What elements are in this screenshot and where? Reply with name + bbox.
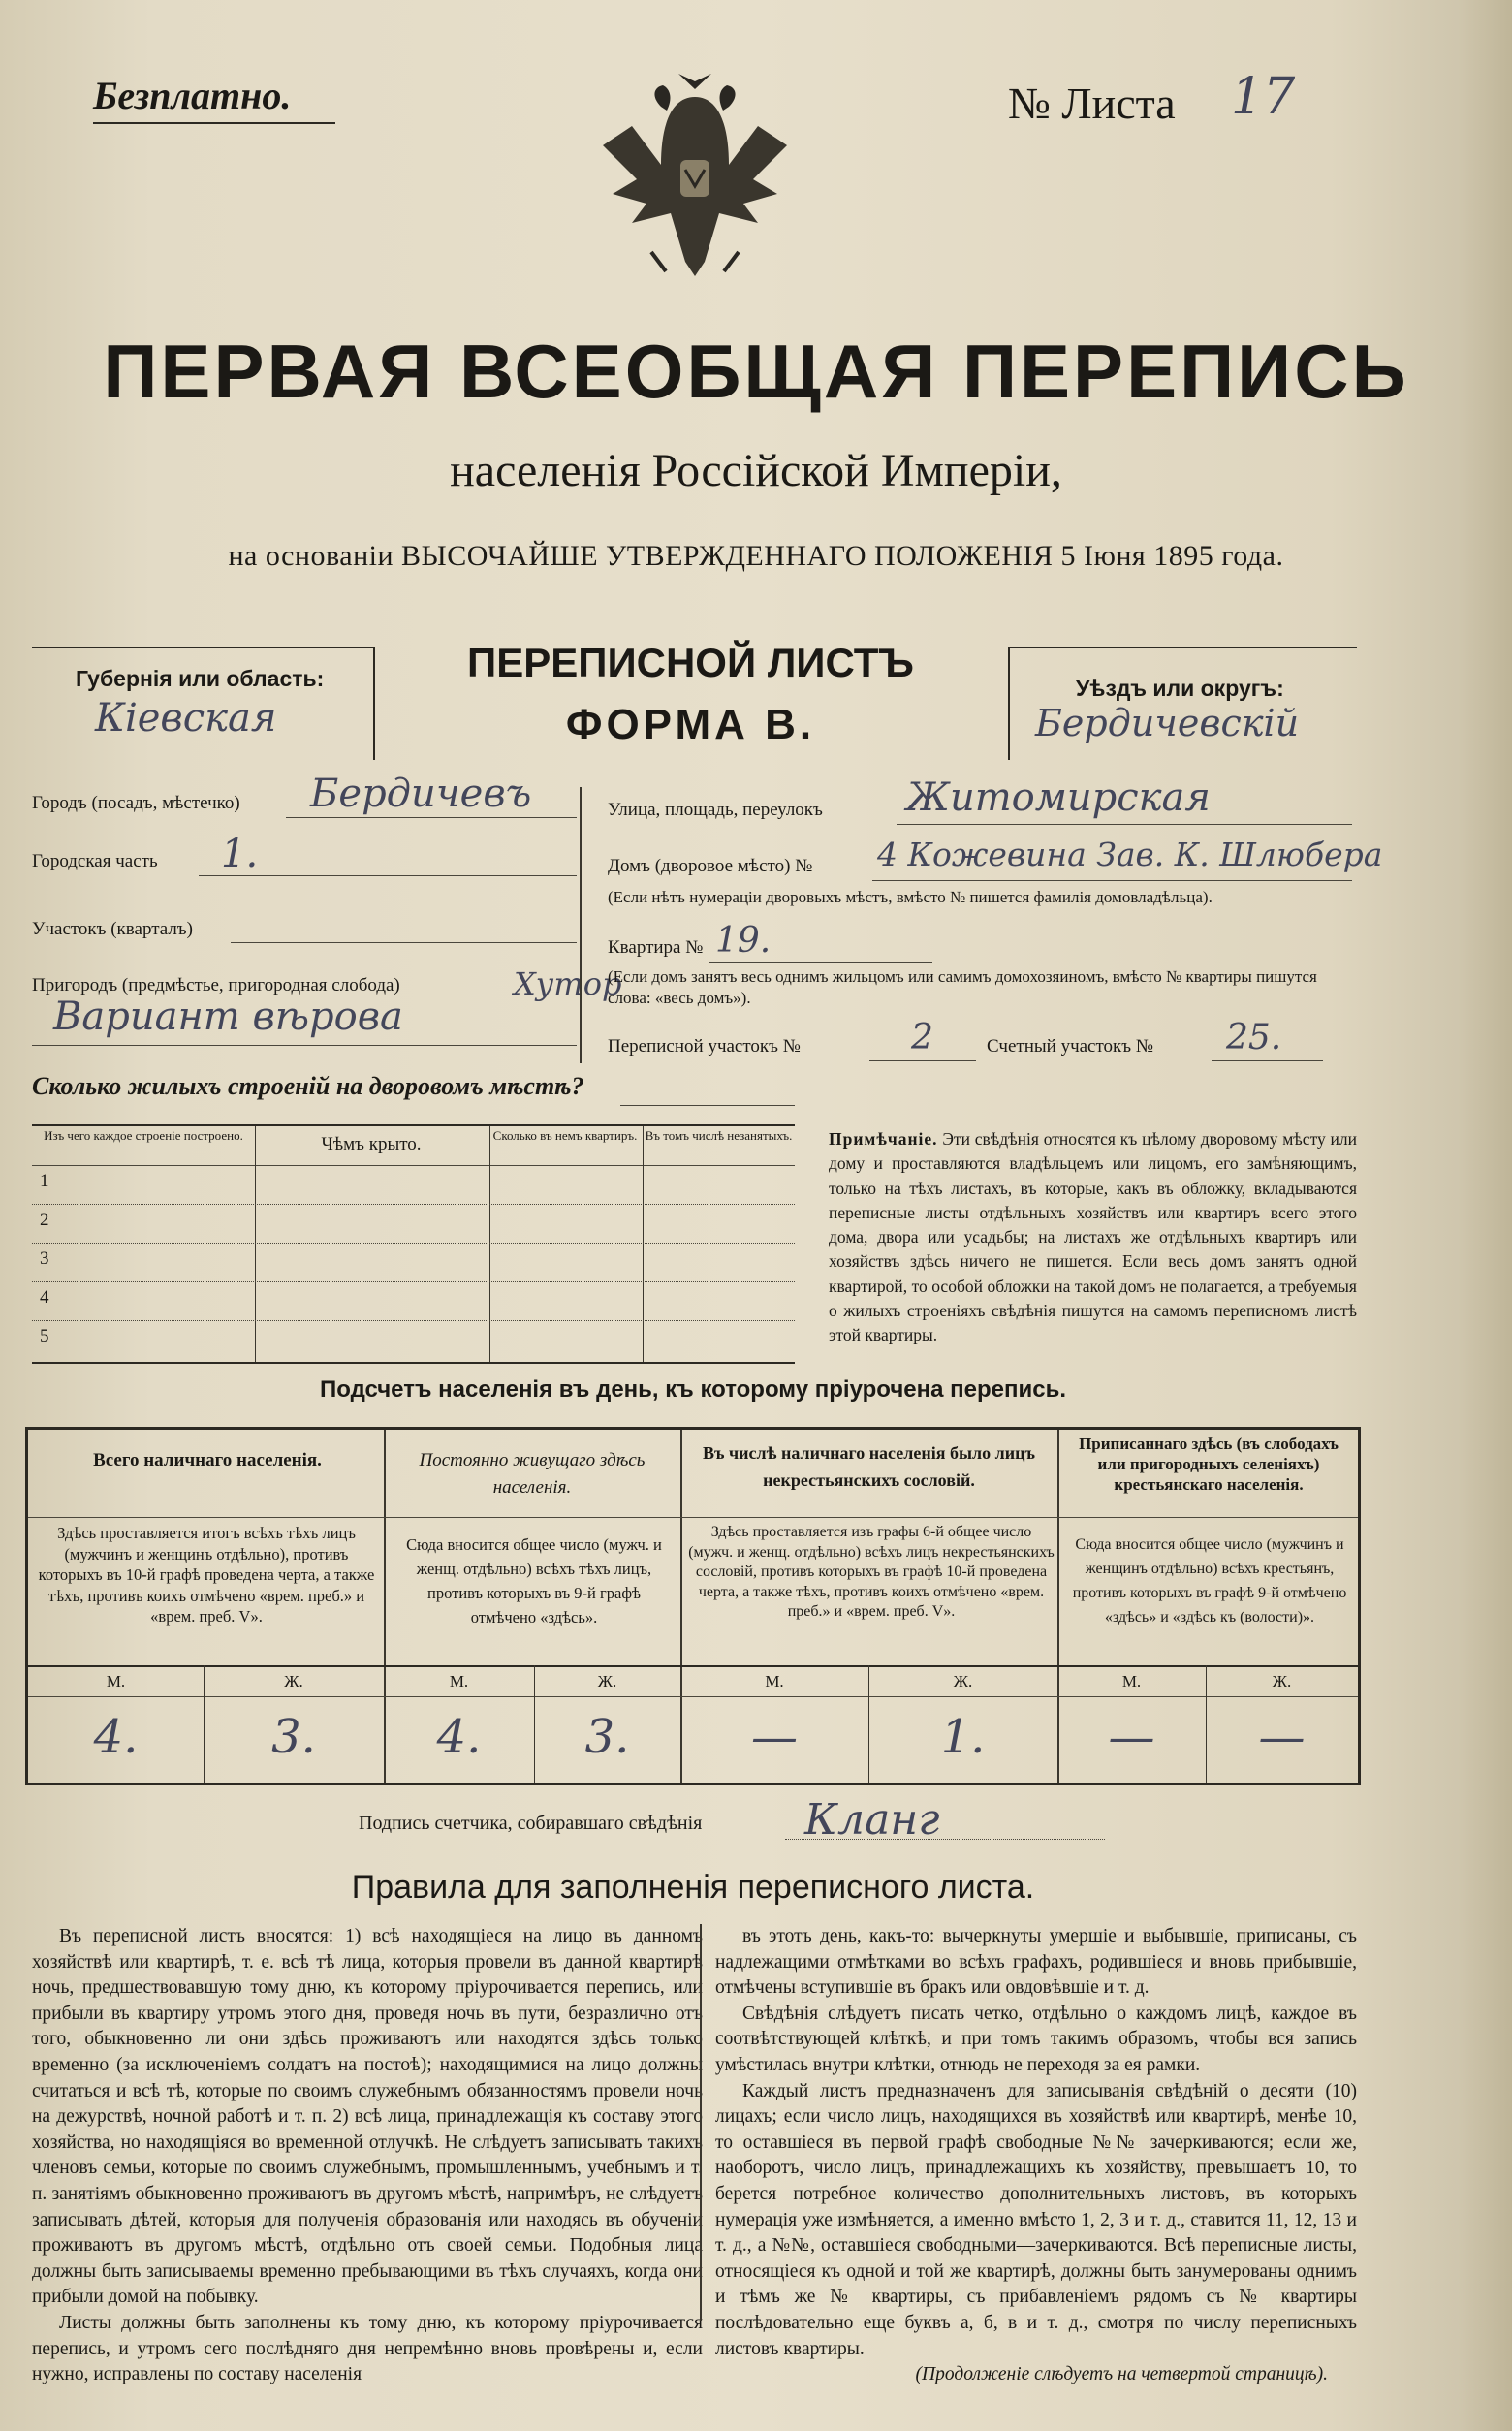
perepisnoy-label: Переписной участокъ №	[608, 1036, 801, 1057]
rules-left-p1: Въ переписной листъ вносятся: 1) всѣ находящіеся на лицо въ данномъ хозяйствѣ или квартирѣ, т. е. всѣ тѣ лица, которыя провели въ данной квартирѣ ночь, предшествовавшую тому дню, къ которому пріурочивается перепись, или прибыли въ квартиру утромъ этого дня, проведя ночь въ пути, безразлично отъ того, обыкновенно ли они здѣсь проживаютъ или находятся здѣсь только временно (за исключеніемъ солдатъ на постоѣ); находящимися на лицо должны считаться и всѣ тѣ, которые по своимъ служебнымъ обязанностямъ провели ночь на дежурствѣ, ночной работѣ и т. п. 2) всѣ лица, принадлежащія къ составу этого хозяйства, но находящіяся во временной отлучкѣ. Не слѣдуетъ записывать такихъ членовъ семьи, которые по своимъ служебнымъ, промышленнымъ, учебнымъ и т. п. занятіямъ обыкновенно проживаютъ въ другомъ мѣстѣ, напримѣръ, не слѣдуетъ записывать дѣтей, которыя для полученія образованія или находясь въ обученіи проживаютъ въ другомъ мѣстѣ, отдѣльно отъ своей семьи. Подобныя лица должны быть записываемы временно пребывающими въ тѣхъ случаяхъ, когда они прибыли домой на побывку.	[32, 1926, 703, 2308]
count-desc-peasant: Сюда вносится общее число (мужчинъ и женщинъ отдѣльно) всѣхъ крестьянъ, противъ которыхъ въ графѣ 9-й отмѣчено «здѣсь» и «здѣсь къ (волости)».	[1072, 1536, 1347, 1626]
uchastok-line	[231, 942, 577, 943]
count-title: Подсчетъ населенія въ день, къ которому пріурочена перепись.	[320, 1376, 1066, 1403]
free-underline	[93, 122, 335, 124]
chast-value: 1.	[221, 832, 259, 876]
buildings-answer-line	[620, 1105, 795, 1106]
signature-value: Кланг	[804, 1795, 940, 1845]
count-m-label-2: М.	[449, 1672, 469, 1690]
count-head-permanent: Постоянно живущаго здѣсь населенія.	[419, 1450, 646, 1498]
fields-divider	[580, 787, 582, 1063]
buildings-row-1: 1	[40, 1171, 49, 1191]
count-m-label-4: М.	[1121, 1672, 1142, 1690]
count-f-value-1: 3.	[271, 1710, 316, 1764]
sheet-number-value: 17	[1231, 68, 1296, 126]
buildings-col-vacant: Въ томъ числѣ незанятыхъ.	[645, 1128, 793, 1143]
imperial-eagle-emblem	[593, 68, 797, 291]
gubernia-label: Губернія или область:	[76, 666, 325, 691]
buildings-row-3: 3	[40, 1248, 49, 1269]
count-m-value-3: —	[751, 1710, 798, 1764]
rules-right-p1: въ этотъ день, какъ-то: вычеркнуты умершіе и выбывшіе, приписаны, съ надлежащими отмѣтками во всѣхъ графахъ, родившіеся и вновь прибывшіе, отмѣчены вступившіе въ бракъ или овдовѣвшіе и т. д.	[715, 1926, 1357, 1999]
rules-left-p2: Листы должны быть заполнены къ тому дню, къ которому пріурочивается перепись, и утромъ сего послѣдняго дня непремѣнно вновь провѣрены и, если нужно, исправлены по составу населенія	[32, 2312, 703, 2385]
count-head-total: Всего наличнаго населенія.	[93, 1450, 322, 1470]
uchastok-label: Участокъ (кварталъ)	[32, 919, 193, 939]
count-f-value-4: —	[1258, 1710, 1306, 1764]
count-f-label-3: Ж.	[953, 1672, 973, 1690]
count-head-nonpeasant: Въ числѣ наличнаго населенія было лицъ некрестьянскихъ сословій.	[703, 1443, 1035, 1490]
ulitsa-label: Улица, площадь, переулокъ	[608, 800, 823, 820]
count-m-value-4: —	[1108, 1710, 1155, 1764]
ulitsa-value: Житомирская	[906, 775, 1211, 820]
schetny-line	[1212, 1060, 1323, 1061]
rules-continue: (Продолженіе слѣдуетъ на четвертой страницѣ).	[915, 2364, 1328, 2385]
gorod-value: Бердичевъ	[310, 772, 532, 816]
count-desc-permanent: Сюда вносится общее число (мужч. и женщ. отдѣльно) всѣхъ тѣхъ лицъ, противъ которыхъ въ 9-й графѣ отмѣчено «здѣсь».	[406, 1535, 662, 1626]
census-basis: на основаніи ВЫСОЧАЙШЕ УТВЕРЖДЕННАГО ПОЛОЖЕНІЯ 5 Іюня 1895 года.	[228, 540, 1284, 572]
dom-line	[872, 880, 1352, 881]
kvartira-line	[709, 962, 932, 963]
free-label: Безплатно.	[93, 74, 292, 117]
rules-right-p2: Свѣдѣнія слѣдуетъ писать четко, отдѣльно о каждомъ лицѣ, каждое въ соотвѣтствующей клѣткѣ, и при томъ такимъ образомъ, чтобы вся запись умѣстилась внутри клѣтки, отнюдь не переходя за ея рамки.	[715, 2003, 1357, 2075]
buildings-col-roof: Чѣмъ крыто.	[321, 1134, 422, 1154]
uezd-value: Бердичевскій	[1035, 702, 1300, 744]
count-m-value-2: 4.	[436, 1710, 482, 1764]
dom-value: 4 Кожевина Зав. К. Шлюбера	[877, 836, 1383, 873]
perepisnoy-value: 2	[911, 1018, 933, 1058]
buildings-note-title: Примѣчаніе.	[829, 1129, 938, 1149]
buildings-col-material: Изъ чего каждое строеніе построено.	[44, 1128, 243, 1143]
count-f-label-4: Ж.	[1272, 1672, 1292, 1690]
count-f-value-2: 3.	[584, 1710, 630, 1764]
uezd-label: Уѣздъ или округъ:	[1076, 676, 1284, 701]
rules-left-column	[32, 1924, 703, 2388]
buildings-row-2: 2	[40, 1210, 49, 1230]
count-f-label-2: Ж.	[597, 1672, 617, 1690]
kvartira-label: Квартира №	[608, 937, 704, 958]
gorod-label: Городъ (посадъ, мѣстечко)	[32, 793, 240, 813]
count-m-label-1: М.	[106, 1672, 126, 1690]
ulitsa-line	[897, 824, 1352, 825]
buildings-row-4: 4	[40, 1287, 49, 1308]
schetny-label: Счетный участокъ №	[987, 1036, 1153, 1057]
buildings-table	[32, 1124, 795, 1364]
gubernia-value: Кіевская	[95, 696, 277, 741]
count-m-value-1: 4.	[93, 1710, 139, 1764]
census-title: ПЕРВАЯ ВСЕОБЩАЯ ПЕРЕПИСЬ	[103, 329, 1409, 414]
dom-note: (Если нѣтъ нумераціи дворовыхъ мѣстъ, вмѣсто № пишется фамилія домовладѣльца).	[608, 888, 1213, 906]
rules-right-p3: Каждый листъ предназначенъ для записыванія свѣдѣній о десяти (10) лицахъ; если число лицъ, находящихся въ хозяйствѣ или квартирѣ, менѣе 10, то оставшіеся въ первой графѣ свободные №№ зачеркиваются; если же, наоборотъ, число лицъ, принадлежащихъ къ хозяйству, превышаетъ 10, то берется потребное количество дополнительныхъ листовъ, въ которыхъ нумерація уже измѣняется, а именно вмѣсто 1, 2, 3 и т. д., ставится 11, 12, 13 и т. д., а №№, оставшіеся свободными—зачеркиваются. Всѣ переписные листы, относящіеся къ одной и той же квартирѣ, должны быть занумерованы однимъ и тѣмъ же № квартиры, съ прибавленіемъ рядомъ съ № квартиры послѣдовательно еще буквъ а, б, в и т. д., смотря по числу переписныхъ листовъ квартиры.	[715, 2080, 1357, 2359]
count-f-value-3: 1.	[940, 1710, 986, 1764]
count-m-label-3: М.	[765, 1672, 784, 1690]
prigorod-line	[32, 1045, 577, 1046]
form-title-1: ПЕРЕПИСНОЙ ЛИСТЪ	[467, 640, 914, 685]
rules-title: Правила для заполненія переписного листа.	[351, 1869, 1035, 1906]
count-desc-nonpeasant: Здѣсь проставляется изъ графы 6-й общее число (мужч. и женщ. отдѣльно) всѣхъ лицъ некрестьянскихъ сословій, противъ которыхъ въ графѣ 10-й проведена черта, а также тѣхъ, противъ коихъ отмѣчено «врем. преб.» и «врем. преб. V».	[688, 1524, 1055, 1620]
buildings-row-5: 5	[40, 1326, 49, 1346]
count-table	[25, 1427, 1361, 1785]
kvartira-value: 19.	[715, 921, 772, 961]
prigorod-value: Хутор	[514, 965, 622, 1002]
chast-label: Городская часть	[32, 851, 158, 871]
sheet-number-label: № Листа	[1008, 79, 1176, 128]
form-title-2: ФОРМА В.	[565, 701, 816, 748]
census-subtitle: населенія Россійской Имперіи,	[450, 445, 1062, 496]
signature-label: Подпись счетчика, собиравшаго свѣдѣнія	[359, 1813, 703, 1834]
perepisnoy-line	[869, 1060, 976, 1061]
rules-divider	[700, 1924, 702, 2321]
buildings-note-text: Эти свѣдѣнія относятся къ цѣлому дворовому мѣсту или дому и проставляются владѣльцемъ или лицомъ, его замѣняющимъ, только на тѣхъ листахъ, въ которые, какъ въ обложку, вкладываются переписные листы отдѣльныхъ хозяйствъ или квартиръ всего этого дома, двора или усадьбы; на листахъ же отдѣльныхъ квартиръ или хозяйствъ здѣсь ничего не пишется. Если весь домъ занятъ одной квартирой, то особой обложки на такой домъ не полагается, а требуемыя о жилыхъ строеніяхъ свѣдѣнія пишутся на самомъ переписномъ листѣ этой квартиры.	[829, 1129, 1358, 1345]
count-head-peasant: Приписаннаго здѣсь (въ слободахъ или пригородныхъ селеніяхъ) крестьянскаго населенія.	[1079, 1435, 1339, 1494]
count-desc-total: Здѣсь проставляется итогъ всѣхъ тѣхъ лицъ (мужчинъ и женщинъ отдѣльно), противъ которыхъ въ 10-й графѣ проведена черта, а также тѣхъ, противъ коихъ отмѣчено «врем. преб.» и «врем. преб. V».	[38, 1524, 375, 1626]
buildings-question: Сколько жилыхъ строеній на дворовомъ мѣстѣ?	[32, 1072, 584, 1100]
gorod-line	[286, 817, 577, 818]
schetny-value: 25.	[1226, 1018, 1282, 1058]
buildings-col-flats: Сколько въ немъ квартиръ.	[492, 1128, 638, 1143]
dom-label: Домъ (дворовое мѣсто) №	[608, 856, 813, 876]
rules-right-column	[715, 1924, 1357, 2388]
kvartira-note: (Если домъ занятъ весь однимъ жильцомъ или самимъ домохозяиномъ, вмѣсто № квартиры пишутся слова: «весь домъ»).	[608, 967, 1317, 1007]
count-f-label-1: Ж.	[284, 1672, 303, 1690]
prigorod-value-2: Вариант вѣрова	[53, 994, 403, 1039]
buildings-note	[829, 1127, 1357, 1348]
prigorod-label: Пригородъ (предмѣстье, пригородная слобода)	[32, 975, 400, 995]
